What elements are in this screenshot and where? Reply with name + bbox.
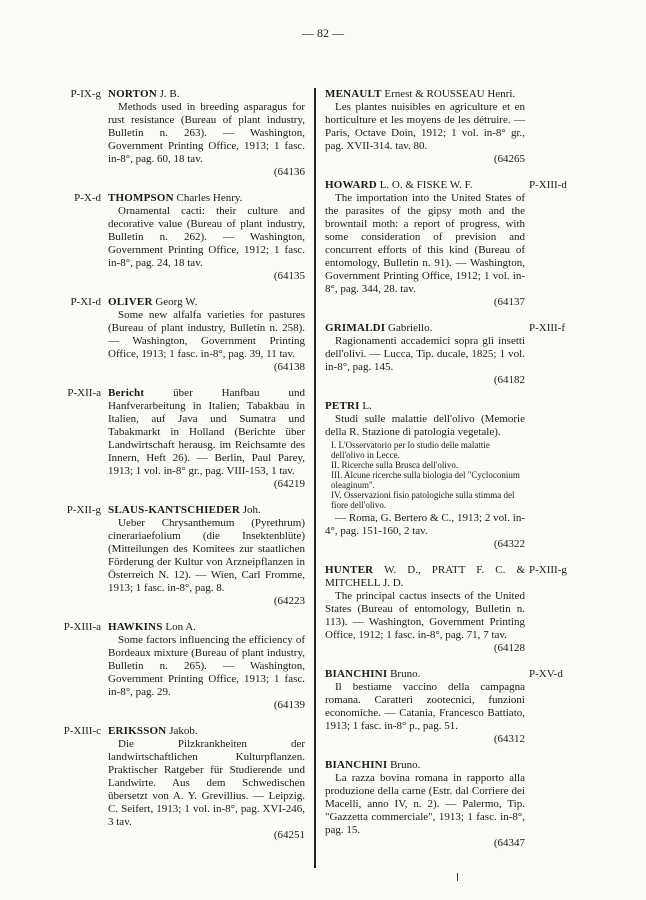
catalog-entry <box>325 88 525 166</box>
entry-number: (64137 <box>493 296 525 308</box>
contents-item: IV. Osservazioni fisio patologiche sulla stimma del fiore dell'olivo. <box>331 490 515 510</box>
contents-item: I. L'Osservatorio per lo studio delle malattie dell'olivo in Lecce. <box>331 440 490 460</box>
entry-number: (64138 <box>273 361 305 373</box>
catalog-entry <box>325 179 567 309</box>
entry-number: (64312 <box>493 733 525 745</box>
entry-heading <box>108 88 305 101</box>
entry-number: (64322 <box>493 538 525 550</box>
author-name: THOMPSON <box>108 192 174 204</box>
author-given: Lon A. <box>162 621 196 633</box>
entry-classification: P-IX-g <box>70 88 101 100</box>
entry-heading <box>108 192 305 205</box>
entry-description: Il bestiame vaccino della campagna romana. Caratteri zootecnici, funzioni economiche. — Catania, Francesco Battiato, 1913; 1 fasc. in-8° p., pag. 51. <box>325 681 525 732</box>
author-name: PETRI <box>325 400 360 412</box>
entry-heading <box>325 759 525 772</box>
author-name: GRIMALDI <box>325 322 386 334</box>
catalog-entry <box>70 88 305 179</box>
entry-description: Methods used in breeding asparagus for rust resistance (Bureau of plant industry, Bulletin n. 263). — Washington, Government Printing Office, 1913; 1 fasc. in-8°, pag. 60, 18 tav. <box>108 101 305 165</box>
entry-number: (64223 <box>273 595 305 607</box>
author-name: Bericht <box>108 387 145 399</box>
catalog-entry <box>63 725 305 842</box>
entry-heading <box>108 621 305 634</box>
author-name: BIANCHINI <box>325 668 388 680</box>
right-column <box>325 88 567 863</box>
entry-classification: P-XV-d <box>529 668 563 680</box>
entry-number: (64182 <box>493 374 525 386</box>
author-given: Charles Henry. <box>173 192 243 204</box>
author-given: L. O. & FISKE W. F. <box>376 179 473 191</box>
entry-classification: P-XIII-d <box>529 179 567 191</box>
entry-classification: P-XIII-c <box>63 725 101 737</box>
author-given: J. B. <box>156 88 180 100</box>
entry-classification: P-XI-d <box>70 296 101 308</box>
catalog-entry <box>325 564 567 655</box>
author-name: BIANCHINI <box>325 759 388 771</box>
author-name: HOWARD <box>325 179 377 191</box>
entry-heading <box>325 88 525 101</box>
entry-description: La razza bovina romana in rapporto alla produzione della carne (Estr. dal Corriere dei Macelli, anno IV, n. 2). — Palermo, Tip. "Gazzetta commerciale", 1913; 1 fasc. in-8°, pag. 15. <box>325 772 525 836</box>
catalog-entry <box>70 296 305 374</box>
catalog-entry <box>325 400 525 551</box>
author-name: NORTON <box>108 88 157 100</box>
entry-description: The importation into the United States of the parasites of the gipsy moth and the browntail moth: a report of progress, with some consideration of prevision and concurrent efforts of this kind (Bureau of entomology, Bulletin n. 91). — Washington, Government Printing Office, 1912; 1 vol. in-8°, pag. 344, 28. tav. <box>325 192 525 295</box>
entry-number: (64139 <box>273 699 305 711</box>
author-name: SLAUS-KANTSCHIEDER <box>108 504 240 516</box>
entry-classification: P-XII-g <box>66 504 101 516</box>
author-name: ERIKSSON <box>108 725 167 737</box>
catalog-entry <box>66 504 305 608</box>
author-given: Gabriello. <box>385 322 433 334</box>
entry-heading <box>325 400 525 413</box>
entry-heading <box>108 725 305 738</box>
author-name: HUNTER <box>325 564 374 576</box>
entry-description: Die Pilzkrankheiten der landwirtschaftlichen Kulturpflanzen. Praktischer Ratgeber für Studierende und Landwirte. Aus dem Schwedischen übersetzt von A. Y. Grevillius. — Leipzig. C. Seifert, 1913; 1 vol. in-8°, pag. XVI-246, 3 tav. <box>108 738 305 828</box>
author-name: HAWKINS <box>108 621 163 633</box>
entry-classification: P-X-d <box>74 192 101 204</box>
entry-description: Studi sulle malattie dell'olivo (Memorie della R. Stazione di patologia vegetale). <box>325 413 525 438</box>
entry-classification: P-XIII-f <box>529 322 566 334</box>
author-given: Bruno. <box>387 759 421 771</box>
author-given: Bruno. <box>387 668 421 680</box>
contents-item: III. Alcune ricerche sulla biologia del "Cycloconium oleaginum". <box>331 470 520 490</box>
entry-classification: P-XIII-a <box>63 621 101 633</box>
entry-heading <box>325 564 525 590</box>
entry-publication: — Roma, G. Bertero & C., 1913; 2 vol. in-4°, pag. 151-160, 2 tav. <box>325 512 525 537</box>
entry-description: Ragionamenti accademici sopra gli insetti dell'olivi. — Lucca, Tip. ducale, 1825; 1 vol. in-8°, pag. 145. <box>325 335 525 373</box>
author-given: Joh. <box>239 504 261 516</box>
catalog-entry <box>67 387 305 491</box>
page-number: — 82 — <box>302 26 344 40</box>
catalog-entry <box>74 192 305 283</box>
entry-number: (64251 <box>273 829 305 841</box>
author-name: OLIVER <box>108 296 153 308</box>
entry-heading <box>108 504 305 517</box>
bottom-mark <box>457 873 458 881</box>
entry-classification: P-XII-a <box>67 387 101 399</box>
entry-contents <box>325 440 525 510</box>
left-column <box>63 88 305 855</box>
entry-number: (64265 <box>493 153 525 165</box>
catalog-entry <box>325 759 525 850</box>
entry-heading <box>325 179 525 192</box>
entry-description: Ornamental cacti: their culture and decorative value (Bureau of plant industry, Bulletin n. 262). — Washington, Government Printing Office, 1912; 1 fasc. in-8°, pag. 24, 18 tav. <box>108 205 305 269</box>
entry-heading <box>325 668 525 681</box>
author-given: über Hanfbau und Hanfverarbeitung in Italien; Tabakbau in Italien, auf Java und Sumatra und Tabakmarkt in Holland (Berichte über Landwirtschaft herausg. im Reichsamte des Innern, Heft 26). — Berlin, Paul Parey, 1913; 1 vol. in-8° gr., pag. VIII-153, 1 tav. <box>108 387 305 477</box>
entry-classification: P-XIII-g <box>529 564 567 576</box>
entry-number: (64136 <box>273 166 305 178</box>
entry-number: (64135 <box>273 270 305 282</box>
catalog-entry <box>63 621 305 712</box>
author-name: MENAULT <box>325 88 382 100</box>
author-given: L. <box>359 400 372 412</box>
catalog-entry <box>325 668 563 746</box>
author-given: W. D., PRATT F. C. & MITCHELL J. D. <box>325 564 525 589</box>
catalog-entry <box>325 322 566 387</box>
entry-heading <box>108 296 305 309</box>
entry-description: Ueber Chrysanthemum (Pyrethrum) cinerariaefolium (die Insektenblüte) (Mitteilungen des Komitees zur staatlichen Förderung der Kultur von Arzneipflanzen in Österreich N. 12). — Wien, Carl Fromme, 1913; 1 fasc. in-8°, pag. 8. <box>108 517 305 594</box>
entry-number: (64347 <box>493 837 525 849</box>
entry-description: Les plantes nuisibles en agriculture et en horticulture et les moyens de les détruire. — Paris, Octave Doin, 1912; 1 vol. in-8° gr., pag. XVII-314. tav. 80. <box>325 101 525 152</box>
entry-heading <box>108 387 305 478</box>
author-given: Georg W. <box>152 296 198 308</box>
entry-description: The principal cactus insects of the United States (Bureau of entomology, Bulletin n. 113). — Washington, Government Printing Office, 1912; 1 fasc. in-8°, pag. 71, 7 tav. <box>325 590 525 641</box>
entry-description: Some factors influencing the efficiency of Bordeaux mixture (Bureau of plant industry, Bulletin n. 265). — Washington, Government Printing Office, 1913; 1 fasc. in-8°, pag. 29. <box>108 634 305 698</box>
author-given: Jakob. <box>166 725 198 737</box>
entry-description: Some new alfalfa varieties for pastures (Bureau of plant industry, Bulletin n. 258). — Washington, Government Printing Office, 1913; 1 fasc. in-8°, pag. 39, 11 tav. <box>108 309 305 360</box>
author-given: Ernest & ROUSSEAU Henri. <box>381 88 516 100</box>
entry-number: (64128 <box>493 642 525 654</box>
entry-heading <box>325 322 525 335</box>
column-divider <box>314 88 316 868</box>
contents-item: II. Ricerche sulla Brusca dell'olivo. <box>331 460 459 470</box>
entry-number: (64219 <box>273 478 305 490</box>
